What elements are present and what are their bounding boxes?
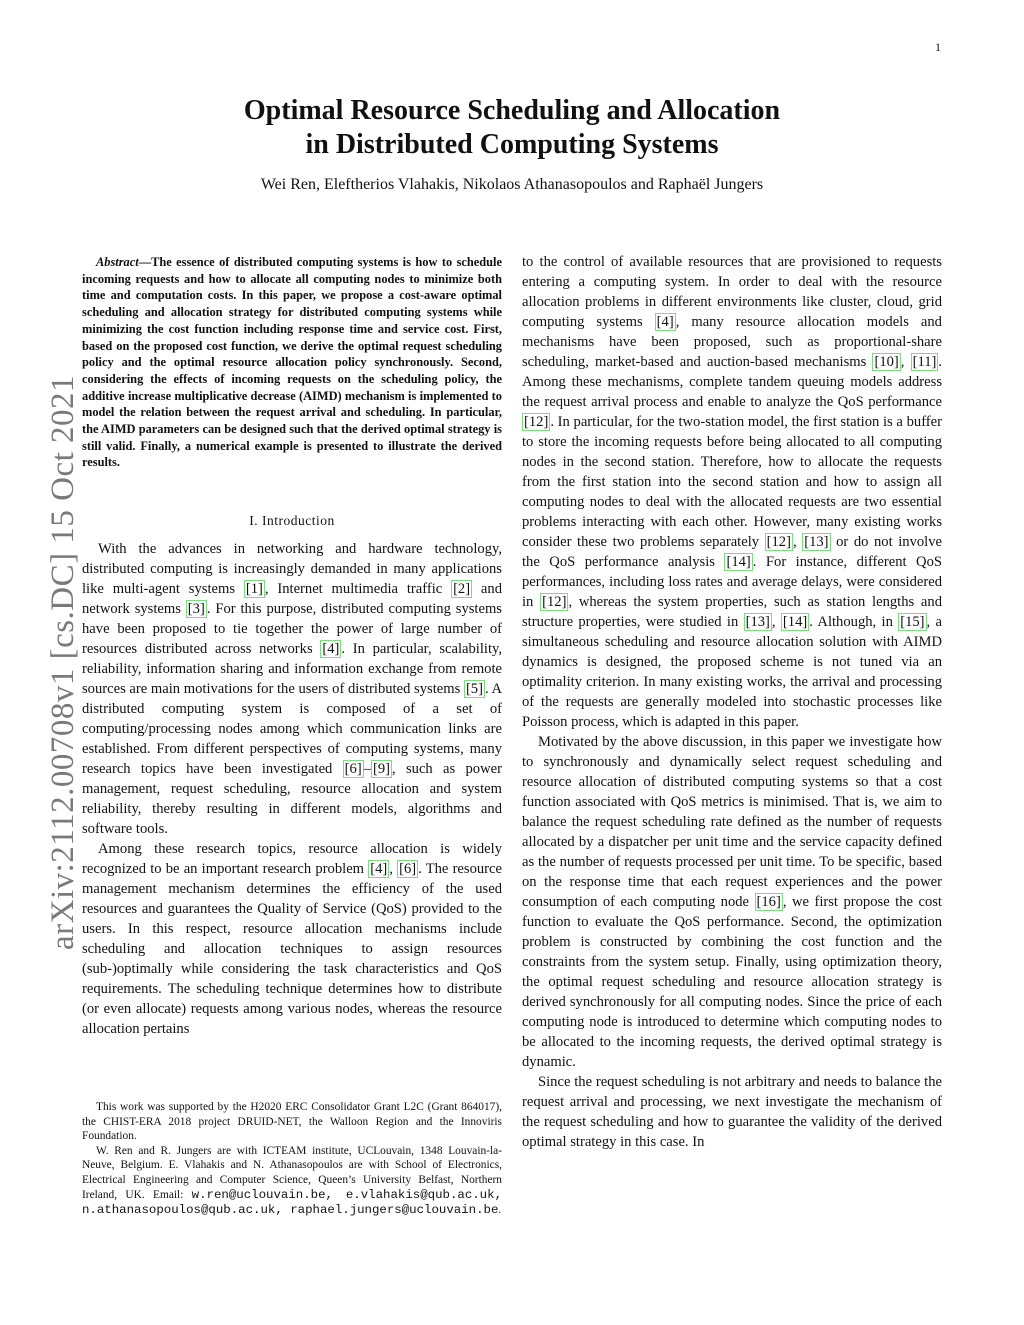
intro-paragraph-1 xyxy=(82,539,502,839)
text-span: , xyxy=(771,614,781,630)
right-paragraph-3: Since the request scheduling is not arbitrary and needs to balance the request arrival and processing, we next investigate the mechanism of the request scheduling and how to guarantee the validity of the derived optimal strategy in this case. In xyxy=(522,1074,942,1150)
citation-link[interactable]: [13] xyxy=(745,614,770,630)
citation-link[interactable]: [14] xyxy=(726,554,751,570)
text-span: , such as power management, request scheduling, resource allocation and system reliability, thereby resulting in different models, algorithms and software tools. xyxy=(82,761,502,838)
citation-link[interactable]: [4] xyxy=(656,314,674,330)
citation-link[interactable]: [2] xyxy=(453,581,471,598)
text-span: to the control of available resources that are provisioned to requests entering a computing system. In order to deal with the resource allocation problems in different environments like cluster, cloud, grid computing systems xyxy=(522,254,942,330)
right-paragraph-2 xyxy=(522,732,942,1072)
abstract-text: —The essence of distributed computing systems is how to schedule incoming requests and how to allocate all computing nodes to minimize both time and computation costs. In this paper, we propose a cost-aware optimal scheduling and allocation strategy for distributed computing systems while minimizing the cost function including response time and service cost. First, based on the proposed cost function, we derive the optimal request scheduling policy and the optimal resource allocation policy synchronously. Second, considering the effects of incoming requests on the scheduling policy, the additive increase multiplicative decrease (AIMD) mechanism is implemented to model the relation between the request arrival and scheduling. In particular, the AIMD parameters can be designed such that the derived optimal strategy is still valid. Finally, a numerical example is presented to illustrate the derived results. xyxy=(82,255,502,470)
text-span: . Although, in xyxy=(809,614,899,630)
text-span: . For instance, different QoS performances, including loss rates and average delays, were considered in xyxy=(522,554,943,610)
text-span: . In particular, scalability, reliability, information sharing and information exchange from remote sources are main motivations for the users of distributed systems xyxy=(82,641,502,698)
citation-link[interactable]: [11] xyxy=(912,354,937,370)
text-span: , a simultaneous scheduling and resource allocation solution with AIMD dynamics is designed, the proposed scheme is not tuned via an optimality criterion. In many existing works, the arrival and processing of the requests are generally modeled into stochastic processes like Poisson process, which is adapted in this paper. xyxy=(522,614,943,730)
citation-link[interactable]: [9] xyxy=(372,761,391,778)
intro-paragraph-2 xyxy=(82,839,502,1039)
text-span: . A distributed computing system is composed of a set of computing/processing nodes among which communication links are established. From different perspectives of computing systems, many research topics have been investigated xyxy=(82,681,503,778)
citation-link[interactable]: [1] xyxy=(245,581,263,598)
footnotes xyxy=(82,1100,502,1218)
text-span: With the advances in networking and hardware technology, distributed computing is increasingly demanded in many applications like multi-agent systems xyxy=(82,541,502,598)
text-span: . The resource management mechanism determines the efficiency of the used resources and guarantees the Quality of Service (QoS) provided to the users. In this respect, resource allocation mechanisms include scheduling and allocation techniques to assign resources (sub-)optimally while considering the task characteristics and QoS requirements. The scheduling technique determines how to distribute (or even allocate) requests among various nodes, whereas the resource allocation pertains xyxy=(82,861,503,1038)
citation-link[interactable]: [12] xyxy=(766,534,791,550)
page-number: 1 xyxy=(935,40,941,54)
text-span: , many resource allocation models and mechanisms have been proposed, such as proportional-share scheduling, market-based and auction-based mechanisms xyxy=(522,314,942,370)
text-span: , xyxy=(389,861,398,878)
citation-link[interactable]: [3] xyxy=(187,601,205,618)
text-span: – xyxy=(363,761,371,778)
arxiv-identifier[interactable]: arXiv:2112.00708v1 [cs.DC] 15 Oct 2021 xyxy=(45,374,81,950)
text-span: , Internet multimedia traffic xyxy=(264,581,452,598)
author-list: Wei Ren, Eleftherios Vlahakis, Nikolaos Athanasopoulos and Raphaël Jungers xyxy=(260,176,764,193)
title-line-2: in Distributed Computing Systems xyxy=(305,129,719,160)
text-span: and network systems xyxy=(82,581,502,618)
text-span: . In particular, for the two-station model, the first station is a buffer to store the incoming requests before being allocated to all computing nodes in the second station. Therefore, how to allocate the requests from the first station into the second station and how to assign all computing nodes to deal with the allocated requests are two essential problems interacting with each other. However, many existing works consider these two problems separately xyxy=(522,414,942,550)
abstract-label: Abstract xyxy=(96,255,139,269)
email-link[interactable]: w.ren@uclouvain.be xyxy=(191,1187,326,1202)
right-paragraph-1 xyxy=(522,252,942,732)
text-span: , xyxy=(792,534,803,550)
citation-link[interactable]: [5] xyxy=(465,681,483,698)
abstract xyxy=(82,254,502,471)
text-span: , xyxy=(900,354,911,370)
citation-link[interactable]: [4] xyxy=(322,641,340,658)
text-span: Motivated by the above discussion, in this paper we investigate how to synchronously and dynamically select request scheduling and resource allocation of distributed computing systems so that a cost function associated with QoS metrics is minimised. That is, we aim to balance the request scheduling rate defined as the number of requests allocated by a dispatcher per unit time and the service capacity defined as the number of requests processed per unit time. To be specific, based on the response time that each request experiences and the power consumption of each computing node xyxy=(522,734,942,910)
citation-link[interactable]: [16] xyxy=(756,894,781,910)
title-line-1: Optimal Resource Scheduling and Allocation xyxy=(243,95,781,126)
text-span: or do not involve the QoS performance analysis xyxy=(522,534,942,570)
citation-link[interactable]: [4] xyxy=(370,861,388,878)
citation-link[interactable]: [10] xyxy=(874,354,899,370)
text-span: , xyxy=(494,1187,502,1202)
funding-footnote: This work was supported by the H2020 ERC Consolidator Grant L2C (Grant 864017), the CHIST-ERA 2018 project DRUID-NET, the Walloon Region and the Innoviris Foundation. xyxy=(82,1101,502,1143)
citation-link[interactable]: [13] xyxy=(804,534,829,550)
citation-link[interactable]: [12] xyxy=(542,594,567,610)
text-span: . Among these mechanisms, complete tandem queuing models address the request arrival process and enable to analyze the QoS performance xyxy=(522,354,943,410)
text-span: , we first propose the cost function to evaluate the QoS performance. Second, the optimization problem is constructed by combining the cost function and the constraints from the system setup. Finally, using optimization theory, the optimal request scheduling and resource allocation strategy is derived synchronously for all computing nodes. Since the price of each computing node is introduced to determine which computing nodes to be allocated to the incoming requests, the derived optimal strategy is dynamic. xyxy=(522,894,942,1070)
text-span: . For this purpose, distributed computing systems have been proposed to tie together the power of large number of resources distributed across networks xyxy=(82,601,502,658)
email-link[interactable]: e.vlahakis@qub.ac.uk xyxy=(345,1187,495,1202)
citation-link[interactable]: [6] xyxy=(399,861,417,878)
citation-link[interactable]: [15] xyxy=(900,614,925,630)
paper-title xyxy=(0,94,1024,162)
section-heading-introduction: I. Introduction xyxy=(249,513,335,529)
citation-link[interactable]: [6] xyxy=(344,761,362,778)
text-span: W. Ren and R. Jungers are with ICTEAM institute, UCLouvain, 1348 Louvain-la-Neuve, Belgium. E. Vlahakis and N. Athanasopoulos are with School of Electronics, Electrical Engineering and Computer Science, Queen’s University Belfast, Northern Ireland, UK. Email: xyxy=(82,1144,502,1201)
email-link[interactable]: n.athanasopoulos@qub.ac.uk xyxy=(82,1202,276,1217)
left-column xyxy=(82,250,502,1039)
citation-link[interactable]: [14] xyxy=(782,614,808,630)
affiliation-footnote xyxy=(82,1144,502,1218)
text-span: , whereas the system properties, such as station lengths and structure properties, were studied in xyxy=(522,594,943,630)
email-link[interactable]: raphael.jungers@uclouvain.be xyxy=(290,1202,499,1217)
text-span: , xyxy=(275,1202,291,1217)
text-span: . xyxy=(498,1203,502,1216)
text-span: , xyxy=(325,1187,346,1202)
right-column xyxy=(522,252,942,1152)
text-span: Among these research topics, resource allocation is widely recognized to be an important research problem xyxy=(82,841,502,878)
citation-link[interactable]: [12] xyxy=(524,414,549,430)
